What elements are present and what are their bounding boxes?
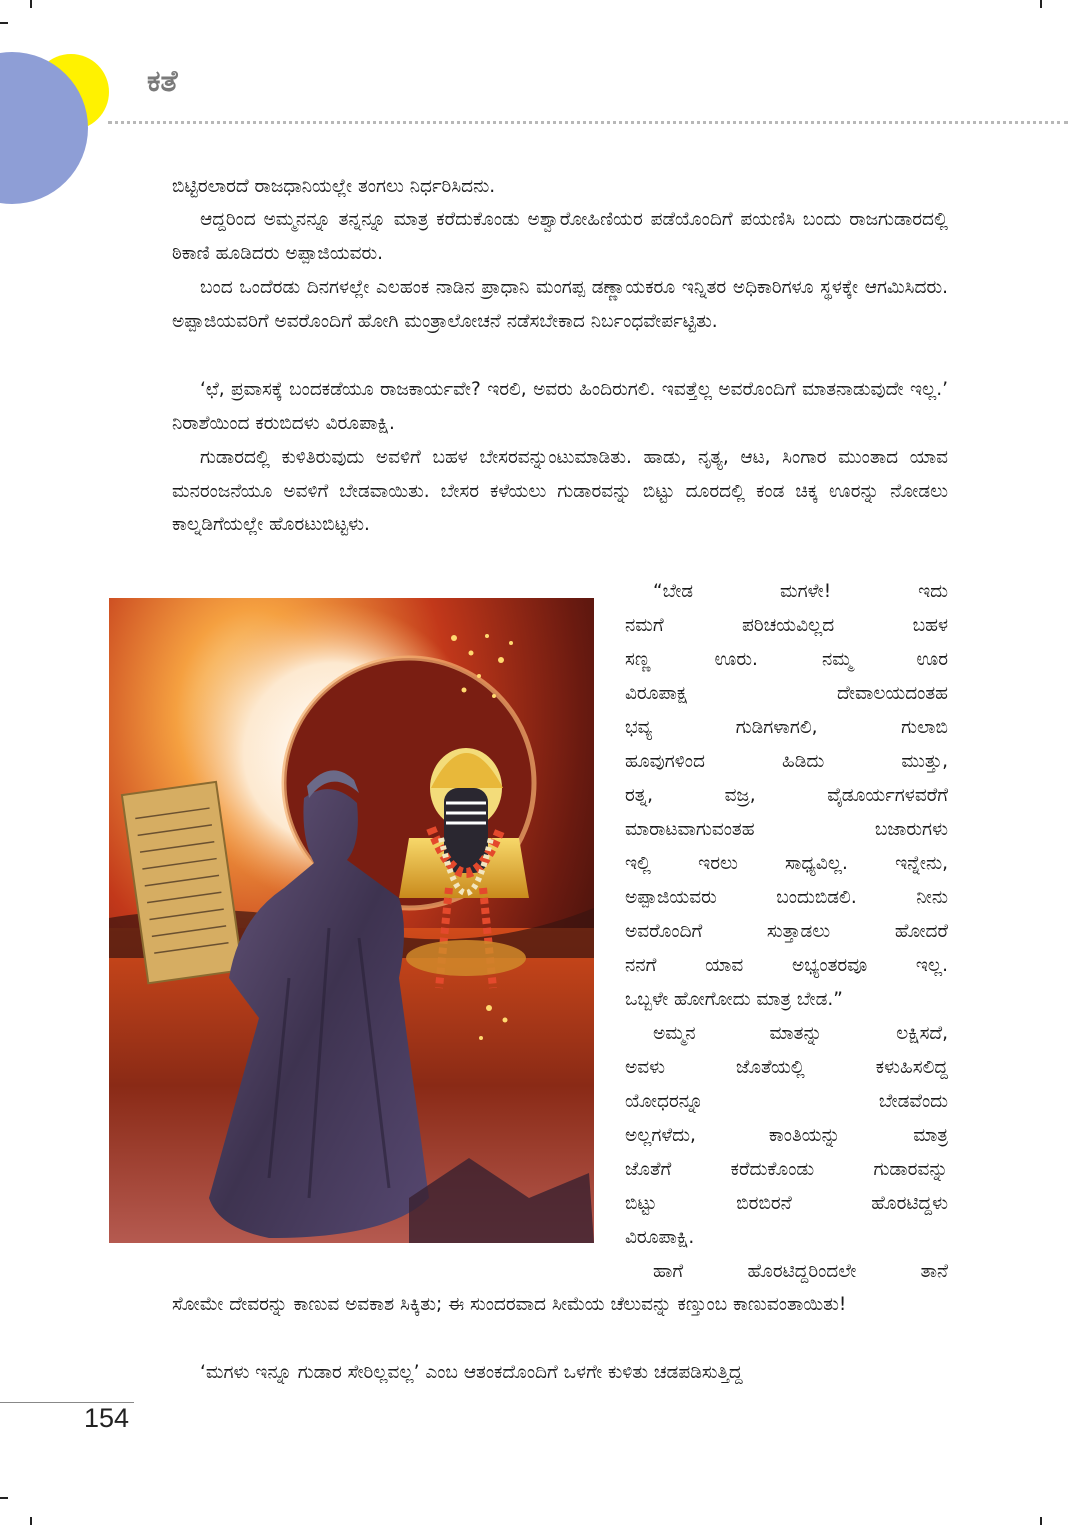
page-number: 154 bbox=[84, 1403, 130, 1433]
crop-mark bbox=[30, 1517, 32, 1525]
decorative-circles bbox=[0, 0, 130, 210]
narration-line: ವಿರೂಪಾಕ್ಷಿ. bbox=[625, 1227, 695, 1248]
dialogue-line: ಸಣ್ಣ ಊರು. ನಮ್ಮ ಊರ bbox=[625, 649, 948, 670]
dialogue-line: ಭವ್ಯ ಗುಡಿಗಳಾಗಲಿ, ಗುಲಾಬಿ bbox=[625, 717, 948, 738]
dialogue-line: ಅಪ್ಪಾಜಿಯವರು ಬಂದುಬಿಡಲಿ. ನೀನು bbox=[625, 887, 948, 908]
crop-mark bbox=[0, 1497, 8, 1499]
narration-line: ಬಿಟ್ಟು ಬಿರಬಿರನೆ ಹೊರಟಿದ್ದಳು bbox=[625, 1193, 948, 1214]
paragraph-2: ಆದ್ದರಿಂದ ಅಮ್ಮನನ್ನೂ ತನ್ನನ್ನೂ ಮಾತ್ರ ಕರೆದುಕೊಂಡು ಅಶ್ವಾರೋಹಿಣಿಯರ ಪಡೆಯೊಂದಿಗೆ ಪಯಣಿಸಿ ಬಂದು ರಾಜಗುಡಾರದಲ್ಲಿ ಠಿಕಾಣಿ ಹೂಡಿದರು ಅಪ್ಪಾಜಿಯವರು. bbox=[172, 209, 948, 264]
dialogue-line: “ಬೇಡ ಮಗಳೇ! ಇದು bbox=[653, 581, 948, 602]
narration-line: ಅಮ್ಮನ ಮಾತನ್ನು ಲಕ್ಷಿಸದೆ, bbox=[653, 1023, 948, 1044]
crop-mark bbox=[1040, 1517, 1042, 1525]
section-title: ಕತೆ bbox=[147, 64, 178, 99]
dialogue-line: ಇಲ್ಲಿ ಇರಲು ಸಾಧ್ಯವಿಲ್ಲ. ಇನ್ನೇನು, bbox=[625, 853, 948, 874]
paragraph-7: ‘ಮಗಳು ಇನ್ನೂ ಗುಡಾರ ಸೇರಿಲ್ಲವಲ್ಲ’ ಎಂಬ ಆತಂಕದೊಂದಿಗೆ ಒಳಗೇ ಕುಳಿತು ಚಡಪಡಿಸುತ್ತಿದ್ದ bbox=[200, 1362, 743, 1383]
paragraph-4: ‘ಛೆ, ಪ್ರವಾಸಕ್ಕೆ ಬಂದಕಡೆಯೂ ರಾಜಕಾರ್ಯವೇ? ಇರಲಿ, ಅವರು ಹಿಂದಿರುಗಲಿ. ಇವತ್ತೆಲ್ಲ ಅವರೊಂದಿಗೆ ಮಾತನಾಡುವುದೇ ಇಲ್ಲ.’ ನಿರಾಶೆಯಿಂದ ಕರುಬಿದಳು ವಿರೂಪಾಕ್ಷಿ. bbox=[172, 379, 948, 434]
dialogue-line: ಹೂವುಗಳಿಂದ ಹಿಡಿದು ಮುತ್ತು, bbox=[625, 751, 948, 772]
dialogue-line: ಮಾರಾಟವಾಗುವಂತಹ ಬಜಾರುಗಳು bbox=[625, 819, 948, 840]
paragraph-6: ಸೋಮೇ ದೇವರನ್ನು ಕಾಣುವ ಅವಕಾಶ ಸಿಕ್ಕಿತು; ಈ ಸುಂದರವಾದ ಸೀಮೆಯ ಚೆಲುವನ್ನು ಕಣ್ತುಂಬ ಕಾಣುವಂತಾಯಿತು! bbox=[172, 1294, 847, 1315]
dialogue-line: ರತ್ನ, ವಜ್ರ, ವೈಡೂರ್ಯಗಳವರೆಗೆ bbox=[625, 785, 948, 806]
header-dotted-rule bbox=[108, 121, 1068, 124]
paragraph-3: ಬಂದ ಒಂದೆರಡು ದಿನಗಳಲ್ಲೇ ಎಲಹಂಕ ನಾಡಿನ ಪ್ರಾಧಾನಿ ಮಂಗಪ್ಪ ಡಣ್ಣಾಯಕರೂ ಇನ್ನಿತರ ಅಧಿಕಾರಿಗಳೂ ಸ್ಥಳಕ್ಕೇ ಆಗಮಿಸಿದರು. ಅಪ್ಪಾಜಿಯವರಿಗೆ ಅವರೊಂದಿಗೆ ಹೋಗಿ ಮಂತ್ರಾಲೋಚನೆ ನಡೆಸಬೇಕಾದ ನಿರ್ಬಂಧವೇರ್ಪಟ್ಟಿತು. bbox=[172, 277, 948, 332]
crop-mark bbox=[1040, 0, 1042, 8]
dialogue-line: ನನಗೆ ಯಾವ ಅಭ್ಯಂತರವೂ ಇಲ್ಲ. bbox=[625, 955, 948, 976]
dialogue-column bbox=[625, 575, 948, 1289]
dialogue-line: ಒಬ್ಬಳೇ ಹೋಗೋದು ಮಾತ್ರ ಬೇಡ.” bbox=[625, 989, 843, 1010]
narration-line: ಜೊತೆಗೆ ಕರೆದುಕೊಂಡು ಗುಡಾರವನ್ನು bbox=[625, 1159, 948, 1180]
narration-line: ಯೋಧರನ್ನೂ ಬೇಡವೆಂದು bbox=[625, 1091, 948, 1112]
narration-line: ಹಾಗೆ ಹೊರಟಿದ್ದರಿಂದಲೇ ತಾನೆ bbox=[653, 1261, 948, 1282]
story-illustration bbox=[109, 598, 594, 1243]
narration-line: ಅವಳು ಜೊತೆಯಲ್ಲಿ ಕಳುಹಿಸಲಿದ್ದ bbox=[625, 1057, 948, 1078]
narration-line: ಅಲ್ಲಗಳೆದು, ಕಾಂತಿಯನ್ನು ಮಾತ್ರ bbox=[625, 1125, 948, 1146]
dialogue-line: ನಮಗೆ ಪರಿಚಯವಿಲ್ಲದ ಬಹಳ bbox=[625, 615, 948, 636]
paragraph-5: ಗುಡಾರದಲ್ಲಿ ಕುಳಿತಿರುವುದು ಅವಳಿಗೆ ಬಹಳ ಬೇಸರವನ್ನುಂಟುಮಾಡಿತು. ಹಾಡು, ನೃತ್ಯ, ಆಟ, ಸಿಂಗಾರ ಮುಂತಾದ ಯಾವ ಮನರಂಜನೆಯೂ ಅವಳಿಗೆ ಬೇಡವಾಯಿತು. ಬೇಸರ ಕಳೆಯಲು ಗುಡಾರವನ್ನು ಬಿಟ್ಟು ದೂರದಲ್ಲಿ ಕಂಡ ಚಿಕ್ಕ ಊರನ್ನು ನೋಡಲು ಕಾಲ್ನಡಿಗೆಯಲ್ಲೇ ಹೊರಟುಬಿಟ್ಟಳು. bbox=[172, 447, 948, 535]
paragraph-1: ಬಿಟ್ಟಿರಲಾರದೆ ರಾಜಧಾನಿಯಲ್ಲೇ ತಂಗಲು ನಿರ್ಧರಿಸಿದನು. bbox=[172, 176, 496, 197]
dialogue-line: ವಿರೂಪಾಕ್ಷ ದೇವಾಲಯದಂತಹ bbox=[625, 683, 948, 704]
dialogue-line: ಅವರೊಂದಿಗೆ ಸುತ್ತಾಡಲು ಹೋದರೆ bbox=[625, 921, 948, 942]
